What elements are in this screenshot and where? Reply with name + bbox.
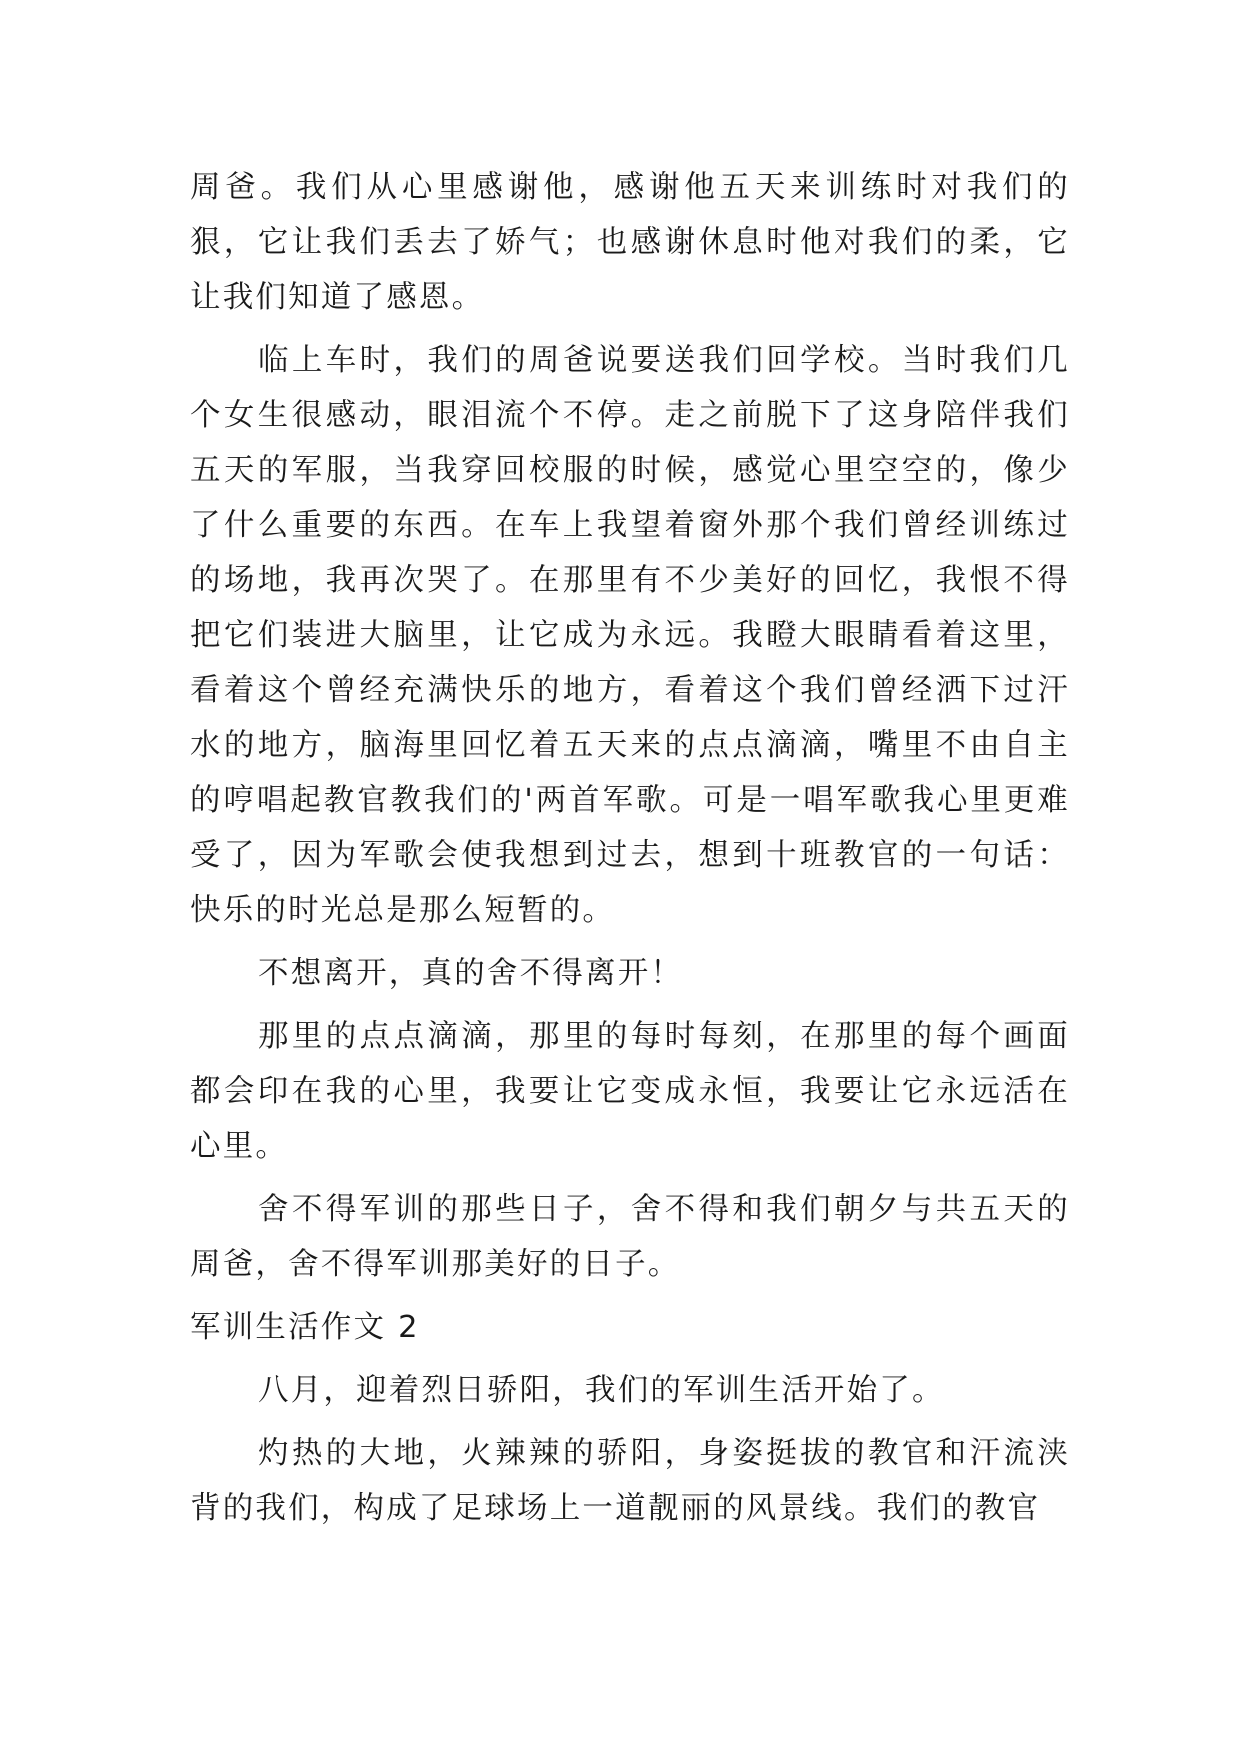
- paragraph-scorching: 灼热的大地，火辣辣的骄阳，身姿挺拔的教官和汗流浃背的我们，构成了足球场上一道靓丽的风景线。我们的教官: [190, 1436, 1070, 1526]
- paragraph-memories: 那里的点点滴滴，那里的每时每刻，在那里的每个画面都会印在我的心里，我要让它变成永恒，我要让它永远活在心里。: [190, 1019, 1070, 1164]
- paragraph-continuation: 周爸。我们从心里感谢他，感谢他五天来训练时对我们的狠，它让我们丢去了娇气；也感谢休息时他对我们的柔，它让我们知道了感恩。: [190, 170, 1070, 315]
- paragraph-august: 八月，迎着烈日骄阳，我们的军训生活开始了。: [258, 1373, 945, 1408]
- paragraph-reluctant: 不想离开，真的舍不得离开！: [258, 956, 684, 991]
- paragraph-miss-days: 舍不得军训的那些日子，舍不得和我们朝夕与共五天的周爸，舍不得军训那美好的日子。: [190, 1192, 1070, 1282]
- paragraph-leaving: 临上车时，我们的周爸说要送我们回学校。当时我们几个女生很感动，眼泪流个不停。走之前脱下了这身陪伴我们五天的军服，当我穿回校服的时候，感觉心里空空的，像少了什么重要的东西。在车上我望着窗外那个我们曾经训练过的场地，我再次哭了。在那里有不少美好的回忆，我恨不得把它们装进大脑里，让它成为永远。我瞪大眼睛看着这里，看着这个曾经充满快乐的地方，看着这个我们曾经洒下过汗水的地方，脑海里回忆着五天来的点点滴滴，嘴里不由自主的哼唱起教官教我们的'两首军歌。可是一唱军歌我心里更难受了，因为军歌会使我想到过去，想到十班教官的一句话：快乐的时光总是那么短暂的。: [190, 343, 1070, 928]
- section-title: 军训生活作文 2: [190, 1310, 420, 1345]
- document-body: [190, 160, 1070, 1544]
